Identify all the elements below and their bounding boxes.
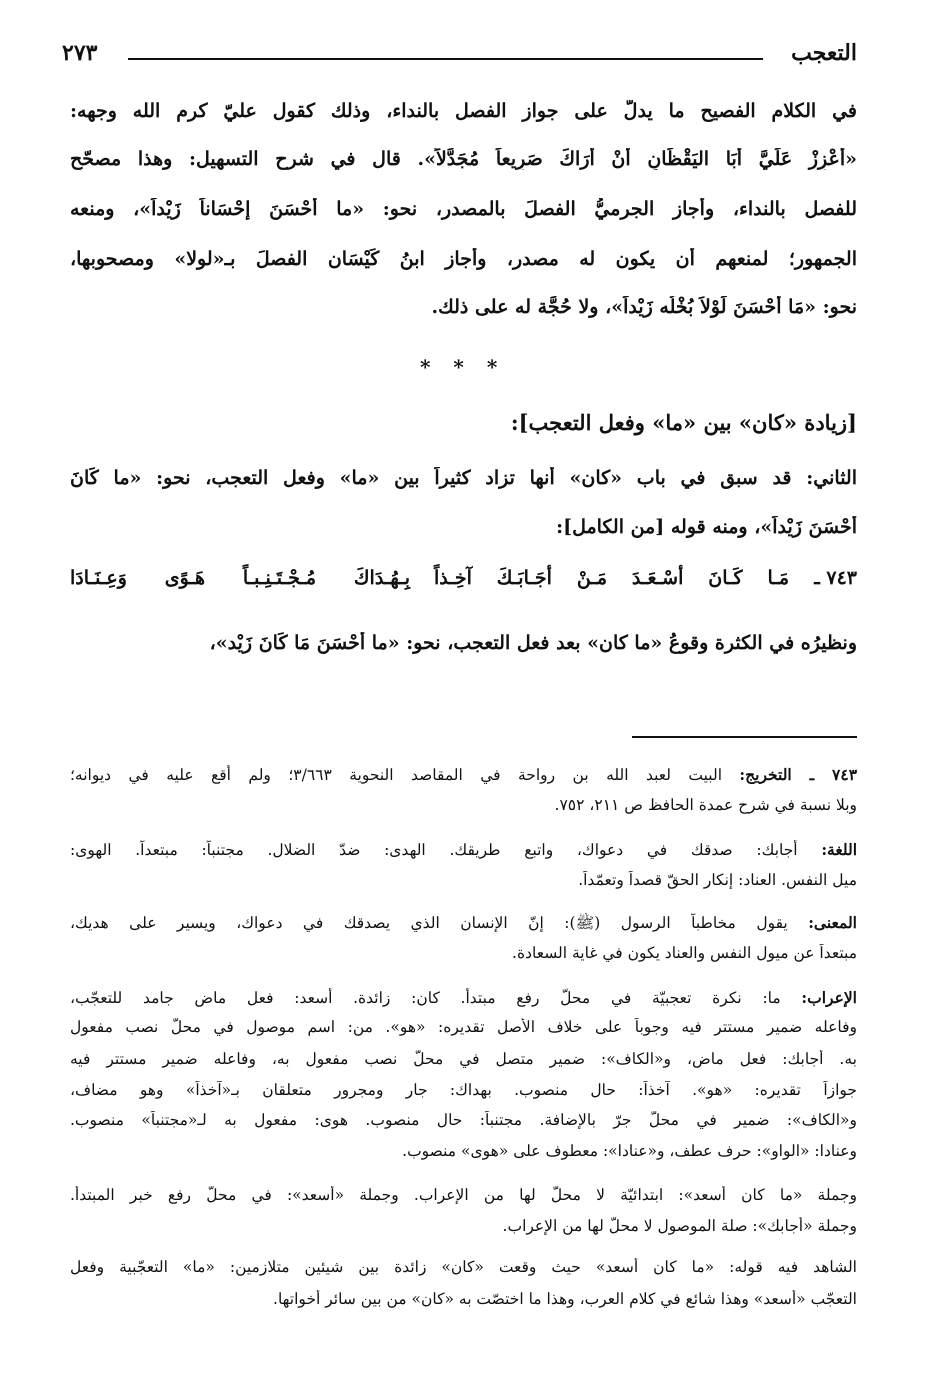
footnote-line	[70, 944, 857, 962]
footnote-lead: المعنى:	[808, 913, 857, 932]
footnote-text: أجابك: صدقك في دعواك، واتبع طريقك. الهدى: ضدّ الضلال. مجتنباً: مبتعداً. الهوى:	[70, 841, 822, 859]
body-line: نحو: «مَا أحْسَنَ لَوْلاَ بُخْلُه زَيْداً»، ولا حُجَّة له على ذلك.	[431, 296, 857, 318]
footnote-line	[70, 871, 857, 889]
body-line: الثاني: قد سبق في باب «كان» أنها تزاد كثيراً بين «ما» وفعل التعجب، نحو: «ما كَانَ	[70, 467, 857, 489]
footnote-line	[70, 1290, 857, 1308]
footnote-line	[70, 1081, 857, 1099]
footnote-line	[70, 1111, 857, 1129]
header-rule	[128, 58, 763, 60]
footnote-line	[70, 1050, 857, 1068]
verse-first-hemistich: مَـا كَـانَ أسْـعَـدَ مَـنْ أجَـابَـكَ آخِـذاً	[434, 567, 789, 589]
footnote-text: التعجّب «أسعد» وهذا شائع في كلام العرب، وهذا ما اختصّت به «كان» من بين سائر أخواتها.	[273, 1290, 857, 1308]
footnote-line	[70, 840, 857, 859]
footnote-line	[70, 1142, 857, 1160]
footnote-line	[70, 988, 857, 1007]
section-separator: * * *	[420, 355, 506, 379]
footnote-line	[70, 1258, 857, 1276]
footnote-line	[70, 765, 857, 784]
footnote-text: مبتعداً عن ميول النفس والعناد يكون في غاية السعادة.	[512, 944, 857, 962]
body-line: أحْسَنَ زَيْداً»، ومنه قوله [من الكامل]:	[556, 516, 857, 538]
running-title: التعجب	[791, 40, 857, 66]
footnote-text: الشاهد فيه قوله: «ما كان أسعد» حيث وقعت «كان» زائدة بين شيئين متلازمين: «ما» التعجّبية وفعل	[70, 1258, 857, 1276]
footnote-text: البيت لعبد الله بن رواحة في المقاصد النحوية ٣/٦٦٣؛ ولم أقع عليه في ديوانه؛	[70, 766, 740, 784]
body-line: «أعْزِزْ عَلَيَّ أبَا اليَقْظَانِ أنْ أرَاكَ صَرِيعاً مُجَدَّلاً». قال في شرح التسهيل: وهذا مصحّح	[70, 148, 857, 170]
footnote-lead: الإعراب:	[801, 988, 857, 1007]
footnote-text: و«الكاف»: ضمير في محلّ جرّ بالإضافة. مجتنباً: حال منصوب. هوى: مفعول به لـ«مجتنباً» منصوب.	[70, 1111, 857, 1129]
footnote-text: جوازاً تقديره: «هو». آخذاً: حال منصوب. بهداك: جار ومجرور متعلقان بـ«آخذاً» وهو مضاف،	[70, 1081, 857, 1099]
footnote-lead: ٧٤٣ ـ التخريج:	[739, 765, 857, 784]
footnote-text: وجملة «أجابك»: صلة الموصول لا محلّ لها من الإعراب.	[502, 1217, 857, 1235]
footnote-line	[70, 913, 857, 936]
footnote-line	[70, 796, 857, 814]
section-heading: [زيادة «كان» بين «ما» وفعل التعجب]:	[510, 410, 857, 435]
footnote-text: ما: نكرة تعجبيّة في محلّ رفع مبتدأ. كان: زائدة. أسعد: فعل ماضٍ جامد للتعجّب،	[70, 989, 802, 1007]
footnote-line	[70, 1217, 857, 1235]
footnote-text: وفاعله ضمير مستتر فيه وجوباً على خلاف الأصل تقديره: «هو». من: اسم موصول في محلّ نصب مفعول	[70, 1018, 857, 1036]
body-line: للفصل بالنداء، وأجاز الجرميُّ الفصلَ بالمصدر، نحو: «ما أحْسَنَ إحْسَاناً زَيْداً»، ومنعه	[70, 198, 857, 220]
footnote-line	[70, 1018, 857, 1036]
footnote-text: وبلا نسبة في شرح عمدة الحافظ ص ٢١١، ٧٥٢.	[554, 796, 857, 814]
footnote-rule	[632, 736, 857, 738]
body-line: في الكلام الفصيح ما يدلُّ على جواز الفصل بالنداء، وذلك كقول عليّ كرم الله وجهه:	[70, 100, 857, 122]
footnote-text: به. أجابك: فعل ماضٍ، و«الكاف»: ضمير متصل في محلّ نصب مفعول به، وفاعله ضمير مستتر فيه	[70, 1050, 857, 1068]
body-line: ونظيرُه في الكثرة وقوعُ «ما كان» بعد فعل التعجب، نحو: «ما أحْسَنَ مَا كَانَ زَيْد»،	[209, 632, 857, 654]
verse-second-hemistich: بِـهُـدَاكَ مُـجْـتَـنِـبـاً هَـوًى وَعِـنَـادَا	[70, 567, 410, 589]
footnote-text: يقول مخاطباً الرسول (ﷺ): إنّ الإنسان الذي يصدقك في دعواك، ويسير على هديك،	[70, 914, 809, 932]
verse-number: ٧٤٣ ـ	[814, 567, 857, 589]
footnote-line	[70, 1186, 857, 1204]
body-line: الجمهور؛ لمنعهم أن يكون له مصدر، وأجاز ابنُ كَيْسَان الفصلَ بـ«لولا» ومصحوبها،	[70, 248, 857, 270]
poetry-verse	[70, 567, 857, 601]
footnote-text: وعنادا: «الواو»: حرف عطف، و«عنادا»: معطوف على «هوى» منصوب.	[402, 1142, 857, 1160]
page-number: ٢٧٣	[62, 40, 98, 66]
footnote-text: وجملة «ما كان أسعد»: ابتدائيّة لا محلّ لها من الإعراب. وجملة «أسعد»: في محلّ رفع خبر المبتدأ.	[70, 1186, 857, 1204]
footnote-text: ميل النفس. العناد: إنكار الحقّ قصداً وتعمّداً.	[578, 871, 857, 889]
footnote-lead: اللغة:	[821, 840, 857, 859]
